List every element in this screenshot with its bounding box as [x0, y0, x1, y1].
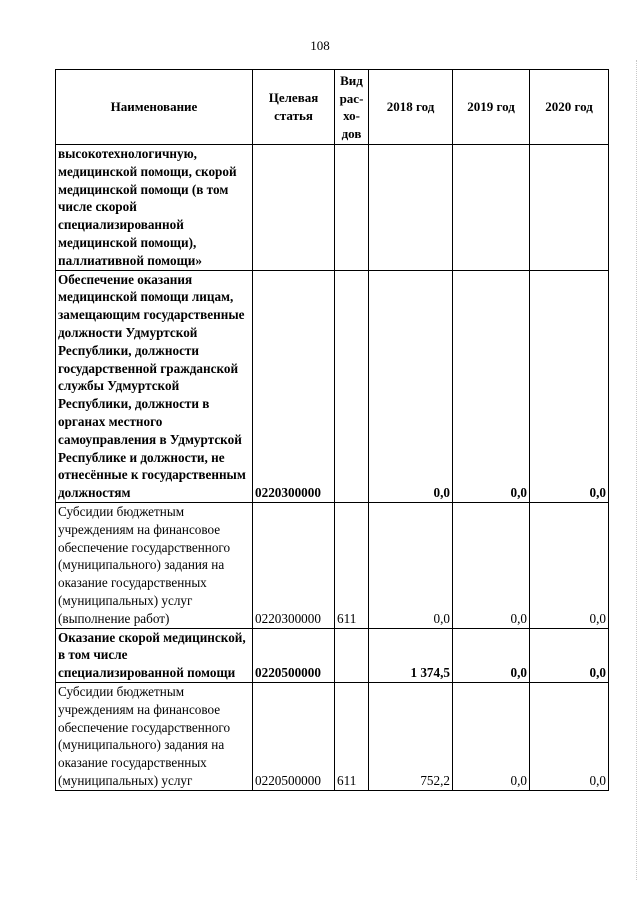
row-expense-type: 611: [335, 502, 369, 628]
table-row: [56, 628, 609, 682]
row-target-article: 0220300000: [253, 502, 335, 628]
row-2019-value: 0,0: [453, 270, 530, 502]
header-expense-type: [335, 70, 369, 145]
row-name: высокотехнологичную, медицинской помощи, скорой медицинской помощи (в том числе скорой специализированной медицинской помощи), паллиативной помощи»: [56, 145, 253, 271]
row-name: Обеспечение оказания медицинской помощи лицам, замещающим государственные должности Удмуртской Республики, должности государственной гражданской службы Удмуртской Республики, должности в органах местного самоуправления в Удмуртской Республике и должности, не отнесённые к государственным должностям: [56, 270, 253, 502]
row-2019-value: 0,0: [453, 502, 530, 628]
row-2018-value: 752,2: [369, 682, 453, 790]
header-expense-type-line: Вид: [340, 73, 363, 88]
row-2019-value: [453, 145, 530, 271]
header-expense-type-line: хо-: [343, 108, 360, 123]
row-2020-value: [530, 145, 609, 271]
row-2018-value: 1 374,5: [369, 628, 453, 682]
row-expense-type: [335, 145, 369, 271]
page-number: 108: [310, 38, 330, 53]
table-row: [56, 682, 609, 790]
row-2018-value: 0,0: [369, 270, 453, 502]
row-2020-value: 0,0: [530, 502, 609, 628]
row-name: Оказание скорой медицинской, в том числе специализированной помощи: [56, 628, 253, 682]
header-expense-type-line: рас-: [339, 90, 364, 106]
header-2018: 2018 год: [369, 70, 453, 145]
header-2019: 2019 год: [453, 70, 530, 145]
row-expense-type: [335, 628, 369, 682]
header-target-article: Целевая статья: [253, 70, 335, 145]
row-target-article: [253, 145, 335, 271]
row-name: Субсидии бюджетным учреждениям на финансовое обеспечение государственного (муниципального) задания на оказание государственных (муниципальных) услуг: [56, 682, 253, 790]
row-target-article: 0220500000: [253, 628, 335, 682]
header-name: Наименование: [56, 70, 253, 145]
row-2019-value: 0,0: [453, 682, 530, 790]
header-row: [56, 70, 609, 145]
row-2020-value: 0,0: [530, 270, 609, 502]
row-target-article: 0220500000: [253, 682, 335, 790]
row-target-article: 0220300000: [253, 270, 335, 502]
row-name: Субсидии бюджетным учреждениям на финансовое обеспечение государственного (муниципального) задания на оказание государственных (муниципальных) услуг (выполнение работ): [56, 502, 253, 628]
table-row: [56, 145, 609, 271]
row-expense-type: [335, 270, 369, 502]
table-row: [56, 502, 609, 628]
row-2018-value: [369, 145, 453, 271]
row-expense-type: 611: [335, 682, 369, 790]
budget-table: [55, 69, 609, 791]
row-2020-value: 0,0: [530, 682, 609, 790]
row-2019-value: 0,0: [453, 628, 530, 682]
header-2020: 2020 год: [530, 70, 609, 145]
scan-edge-dots: [635, 60, 637, 880]
header-expense-type-line: дов: [341, 125, 362, 141]
row-2018-value: 0,0: [369, 502, 453, 628]
row-2020-value: 0,0: [530, 628, 609, 682]
table-row: [56, 270, 609, 502]
